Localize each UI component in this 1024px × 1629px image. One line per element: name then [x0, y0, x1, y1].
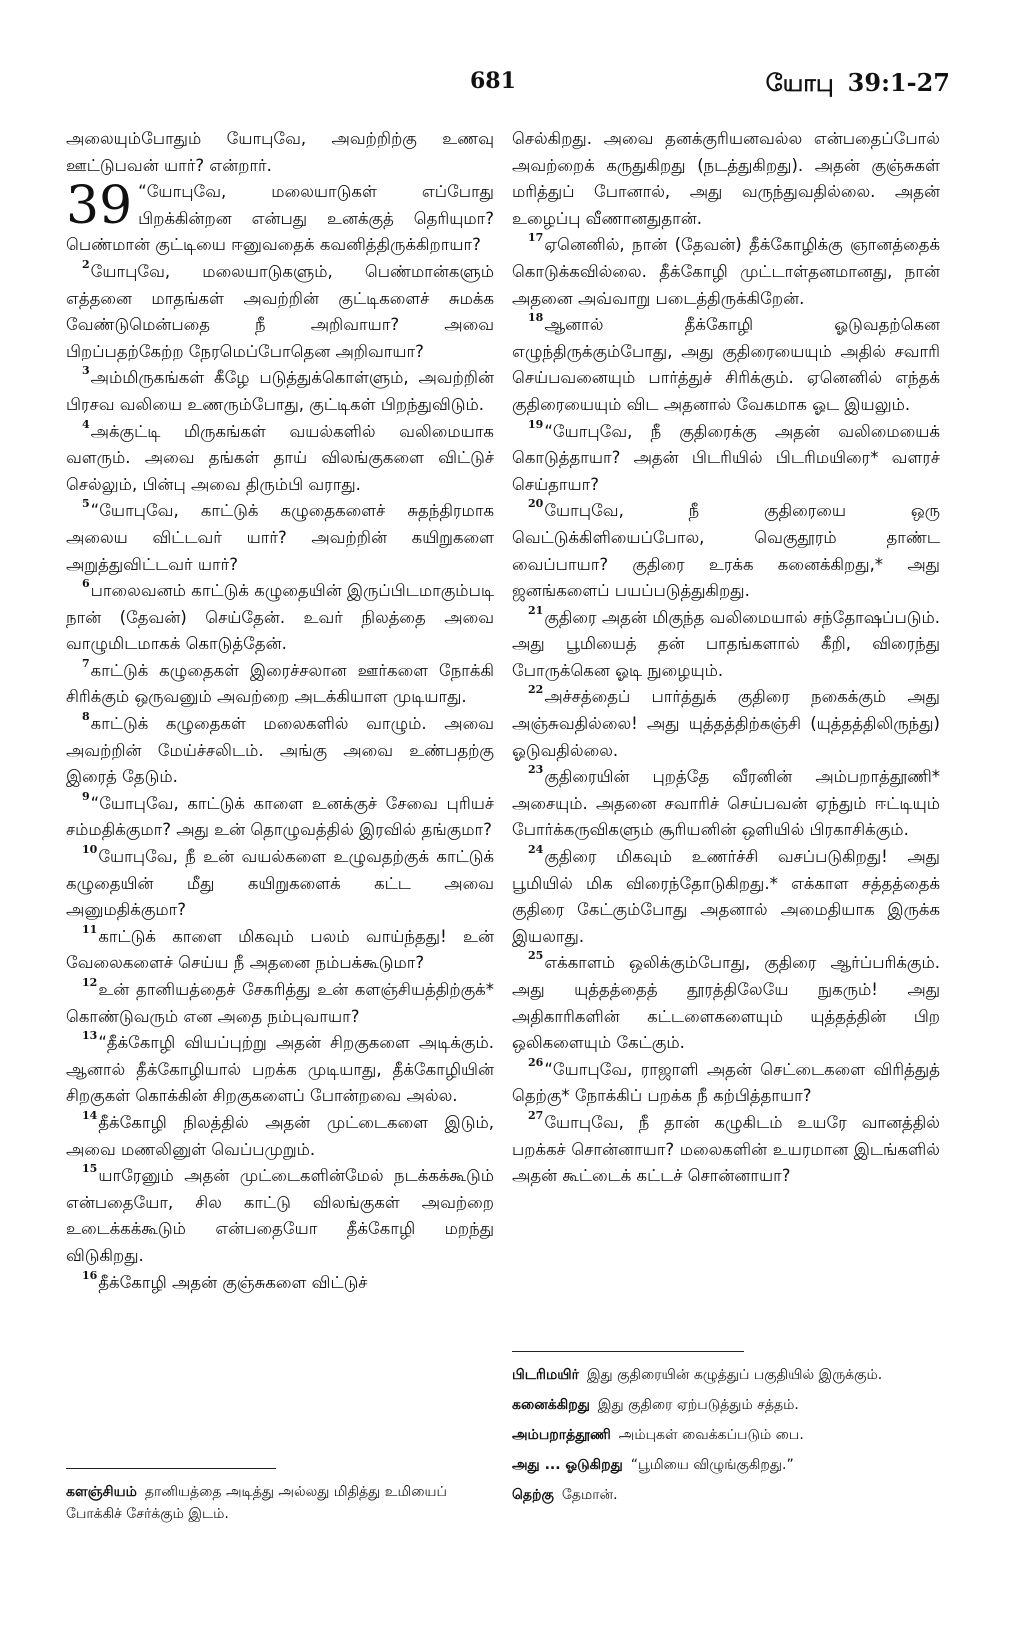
verse-16	[66, 1270, 494, 1297]
footnote-term: தெற்கு	[512, 1487, 554, 1503]
verse-text: தீக்கோழி அதன் குஞ்சுகளை விட்டுச்	[98, 1272, 368, 1292]
page-number: 681	[470, 68, 516, 94]
verse-text: தீக்கோழி நிலத்தில் அதன் முட்டைகளை இடும், அவை மணலினுள் வெப்பமுறும்.	[66, 1112, 494, 1159]
chapter-verse-range: 39:1-27	[847, 68, 950, 97]
verse-text: யோபுவே, மலையாடுகளும், பெண்மான்களும் எத்தனை மாதங்கள் அவற்றின் குட்டிகளைச் சுமக்க வேண்டுமென்பதை நீ அறிவாயா? அவை பிறப்பதற்கேற்ற நேரமெப்போதென அறிவாயா?	[66, 261, 494, 361]
verse-number: 8	[82, 710, 90, 724]
verse-number: 17	[528, 231, 544, 245]
verse-8	[66, 711, 494, 791]
chapter-number: 39	[66, 176, 133, 237]
verse-17	[512, 232, 940, 312]
verse-text: காட்டுக் கழுதைகள் மலைகளில் வாழும். அவை அவற்றின் மேய்ச்சலிடம். அங்கு அவை உண்பதற்கு இரைத் தேடும்.	[66, 714, 494, 787]
verse-text: யோபுவே, நீ உன் வயல்களை உழுவதற்குக் காட்டுக் கழுதையின் மீது கயிறுகளைக் கட்ட அவை அனுமதிக்குமா?	[66, 847, 494, 920]
verse-number: 13	[82, 1029, 98, 1043]
footnotes-left	[66, 1481, 494, 1533]
footnote	[512, 1394, 940, 1416]
footnote-text: இது குதிரை ஏற்படுத்தும் சத்தம்.	[597, 1397, 799, 1413]
verse-number: 25	[528, 949, 544, 963]
footnote-text: அம்புகள் வைக்கப்படும் பை.	[618, 1427, 804, 1443]
verse-number: 18	[528, 311, 544, 325]
verse-number: 7	[82, 656, 90, 670]
running-head	[766, 68, 950, 100]
verse-20	[512, 498, 940, 604]
verse-number: 6	[82, 577, 90, 591]
verse-text: “யோபுவே, ராஜாளி அதன் செட்டைகளை விரித்துத் தெற்கு* நோக்கிப் பறக்க நீ கற்பித்தாயா?	[512, 1059, 940, 1106]
footnote-text: தானியத்தை அடித்து அல்லது மிதித்து உமியைப் போக்கிச் சேர்க்கும் இடம்.	[66, 1484, 447, 1522]
left-column	[66, 126, 494, 1296]
verse-number: 12	[82, 976, 98, 989]
footnote-term: பிடரிமயிர்	[512, 1367, 579, 1383]
verse-number: 14	[82, 1108, 98, 1122]
verse-3	[66, 365, 494, 418]
verse-18	[512, 312, 940, 418]
verse-text: யோபுவே, நீ குதிரையை ஒரு வெட்டுக்கிளியைப்போல, வெகுதூரம் தாண்ட வைப்பாயா? குதிரை உரக்க கனைக்கிறது,* அது ஜனங்களைப் பயப்படுத்துகிறது.	[512, 501, 940, 601]
verse-number: 23	[528, 763, 544, 777]
verse-2	[66, 259, 494, 365]
verse-text: அச்சத்தைப் பார்த்துக் குதிரை நகைக்கும் அது அஞ்சுவதில்லை! அது யுத்தத்திற்கஞ்சி (யுத்தத்திலிருந்து) ஓடுவதில்லை.	[512, 687, 940, 760]
verse-5	[66, 498, 494, 578]
verse-text: அக்குட்டி மிருகங்கள் வயல்களில் வலிமையாக வளரும். அவை தங்கள் தாய் விலங்குகளை விட்டுச் செல்லும், பின்பு அவை திரும்பி வராது.	[66, 421, 494, 494]
verse-text: பாலைவனம் காட்டுக் கழுதையின் இருப்பிடமாகும்படி நான் (தேவன்) செய்தேன். உவர் நிலத்தை அவை வாழுமிடமாகக் கொடுத்தேன்.	[66, 581, 494, 654]
verse-12	[66, 977, 494, 1030]
footnote-term: அம்பறாத்தூணி	[512, 1427, 611, 1443]
verse-25	[512, 950, 940, 1056]
verse-11	[66, 924, 494, 977]
verse-text: யாரேனும் அதன் முட்டைகளின்மேல் நடக்கக்கூடும் என்பதையோ, சில காட்டு விலங்குகள் அவற்றை உடைக்கக்கூடும் என்பதையோ தீக்கோழி மறந்து விடுகிறது.	[66, 1166, 494, 1265]
verse-number: 19	[528, 417, 544, 431]
verse-number: 24	[528, 843, 544, 857]
footnote	[66, 1481, 494, 1525]
verse-number: 10	[82, 843, 98, 857]
book-name: யோபு	[765, 68, 834, 97]
verse-13	[66, 1030, 494, 1110]
verse-26	[512, 1057, 940, 1110]
verse-number: 26	[528, 1055, 544, 1069]
footnote-divider	[512, 1351, 744, 1352]
verse-27	[512, 1110, 940, 1190]
verse-text: காட்டுக் காளை மிகவும் பலம் வாய்ந்தது! உன் வேலைகளைச் செய்ய நீ அதனை நம்பக்கூடுமா?	[66, 926, 494, 973]
footnote-term: அது ... ஓடுகிறது	[512, 1457, 623, 1473]
verse-23	[512, 764, 940, 844]
verse-text: யோபுவே, நீ தான் கழுகிடம் உயரே வானத்தில் பறக்கச் சொன்னாயா? மலைகளின் உயரமான இடங்களில் அதன் கூட்டைக் கட்டச் சொன்னாயா?	[512, 1112, 940, 1186]
verse-number: 5	[82, 497, 90, 511]
verse-text: “யோபுவே, காட்டுக் காளை உனக்குச் சேவை புரியச் சம்மதிக்குமா? அது உன் தொழுவத்தில் இரவில் தங்குமா?	[66, 793, 494, 840]
verse-text: உன் தானியத்தைச் சேகரித்து உன் களஞ்சியத்திற்குக்* கொண்டுவரும் என அதை நம்புவாயா?	[66, 980, 494, 1026]
verse-9	[66, 791, 494, 844]
footnote	[512, 1424, 940, 1446]
verse-text: எக்காளம் ஒலிக்கும்போது, குதிரை ஆர்ப்பரிக்கும். அது யுத்தத்தைத் தூரத்திலேயே நுகரும்! அது அதிகாரிகளின் கட்டளைகளையும் யுத்தத்தின் பிற ஒலிகளையும் கேட்கும்.	[512, 953, 940, 1053]
verse-4	[66, 419, 494, 499]
verse-number: 9	[82, 789, 90, 803]
footnote-term: கனைக்கிறது	[512, 1397, 590, 1413]
verse-number: 22	[528, 683, 544, 697]
verse-number: 20	[528, 497, 544, 511]
verse-number: 11	[82, 922, 98, 936]
carry-over-text: செல்கிறது. அவை தனக்குரியனவல்ல என்பதைப்போல் அவற்றைக் கருதுகிறது (நடத்துகிறது). அதன் குஞ்சுகள் மரித்துப் போனால், அது வருந்துவதில்லை. அதன் உழைப்பு வீணானதுதான்.	[512, 129, 940, 228]
verse-15	[66, 1163, 494, 1269]
verse-21	[512, 605, 940, 685]
footnote	[512, 1454, 940, 1476]
verse-text: குதிரை அதன் மிகுந்த வலிமையால் சந்தோஷப்படும். அது பூமியைத் தன் பாதங்களால் கீறி, விரைந்து போருக்கென ஓடி நுழையும்.	[512, 607, 940, 680]
verse-22	[512, 684, 940, 764]
verse-text: “யோபுவே, நீ குதிரைக்கு அதன் வலிமையைக் கொடுத்தாயா? அதன் பிடரியில் பிடரிமயிரை* வளரச் செய்தாயா?	[512, 421, 940, 494]
verse-text: குதிரையின் புறத்தே வீரனின் அம்பறாத்தூணி* அசையும். அதனை சவாரிச் செய்பவன் ஏந்தும் ஈட்டியும் போர்க்கருவிகளும் சூரியனின் ஒளியில் பிரகாசிக்கும்.	[512, 767, 940, 840]
verse-10	[66, 844, 494, 924]
verse-24	[512, 844, 940, 950]
footnotes-right	[512, 1364, 940, 1514]
verse-text: “யோபுவே, காட்டுக் கழுதைகளைச் சுதந்திரமாக அலைய விட்டவர் யார்? அவற்றின் கயிறுகளை அறுத்துவிட்டவர் யார்?	[66, 501, 494, 574]
verse-text: அம்மிருகங்கள் கீழே படுத்துக்கொள்ளும், அவற்றின் பிரசவ வலியை உணரும்போது, குட்டிகள் பிறந்துவிடும்.	[66, 368, 494, 414]
page-header	[60, 68, 950, 108]
carry-over-text: அலையும்போதும் யோபுவே, அவற்றிற்கு உணவு ஊட்டுபவன் யார்? என்றார்.	[66, 129, 494, 175]
verse-14	[66, 1110, 494, 1163]
right-column	[512, 126, 940, 1190]
verse-number: 2	[82, 257, 90, 271]
footnote-divider	[66, 1468, 276, 1469]
verse-number: 21	[528, 603, 544, 617]
footnote-text: “பூமியை விழுங்குகிறது.”	[630, 1457, 794, 1473]
verse-number: 27	[528, 1108, 544, 1122]
verse-number: 4	[82, 417, 90, 431]
footnote-text: தேமான்.	[561, 1487, 618, 1503]
verse-number: 16	[82, 1268, 98, 1282]
footnote-term: களஞ்சியம்	[66, 1484, 137, 1500]
footnote	[512, 1364, 940, 1386]
verse-1	[66, 176, 494, 259]
verse-number: 15	[82, 1162, 98, 1176]
verse-text: காட்டுக் கழுதைகள் இரைச்சலான ஊர்களை நோக்கி சிரிக்கும் ஒருவனும் அவற்றை அடக்கியாள முடியாது.	[66, 660, 494, 707]
footnote-text: இது குதிரையின் கழுத்துப் பகுதியில் இருக்கும்.	[586, 1367, 883, 1383]
verse-number: 3	[82, 364, 90, 378]
verse-text: குதிரை மிகவும் உணர்ச்சி வசப்படுகிறது! அது பூமியில் மிக விரைந்தோடுகிறது.* எக்காள சத்தத்தைக் குதிரை கேட்கும்போது அதனால் அமைதியாக இருக்க இயலாது.	[512, 847, 940, 946]
verse-19	[512, 419, 940, 499]
verse-text: ஆனால் தீக்கோழி ஓடுவதற்கென எழுந்திருக்கும்போது, அது குதிரையையும் அதில் சவாரி செய்பவனையும் பார்த்துச் சிரிக்கும். ஏனெனில் எந்தக் குதிரையையும் விட அதனால் வேகமாக ஓட இயலும்.	[512, 315, 940, 414]
verse-text: ஏனெனில், நான் (தேவன்) தீக்கோழிக்கு ஞானத்தைக் கொடுக்கவில்லை. தீக்கோழி முட்டாள்தனமானது, நான் அதனை அவ்வாறு படைத்திருக்கிறேன்.	[512, 235, 940, 308]
verse-7	[66, 658, 494, 711]
verse-6	[66, 578, 494, 658]
footnote	[512, 1484, 940, 1506]
verse-text: “யோபுவே, மலையாடுகள் எப்போது பிறக்கின்றன என்பது உனக்குத் தெரியுமா? பெண்மான் குட்டியை ஈனுவதைக் கவனித்திருக்கிறாயா?	[66, 182, 494, 255]
verse-text: “தீக்கோழி வியப்புற்று அதன் சிறகுகளை அடிக்கும். ஆனால் தீக்கோழியால் பறக்க முடியாது, தீக்கோழியின் சிறகுகள் கொக்கின் சிறகுகளைப் போன்றவை அல்ல.	[66, 1033, 494, 1106]
